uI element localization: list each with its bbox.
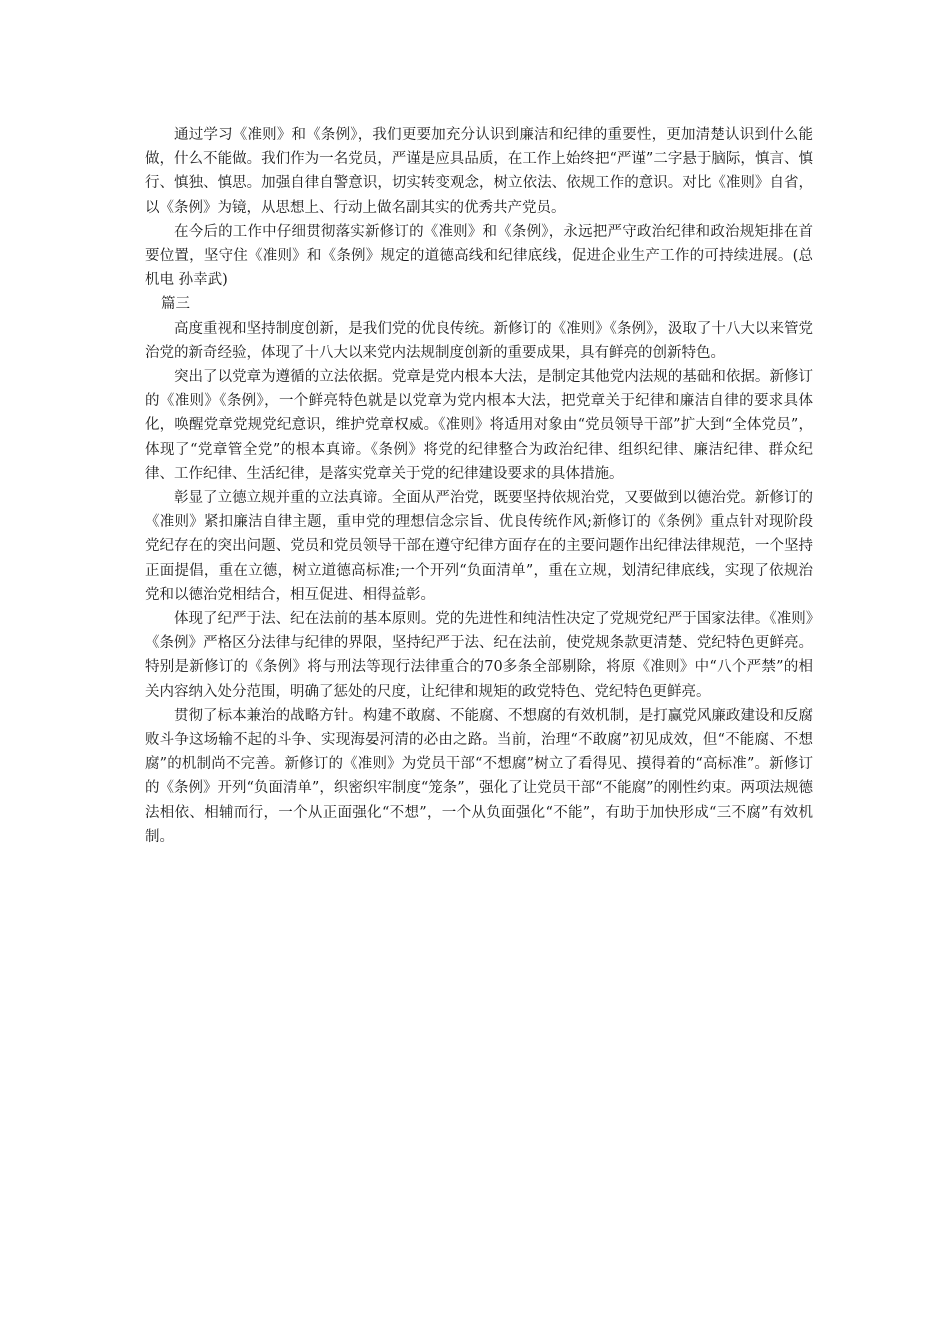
paragraph-morality-rules: 彰显了立德立规并重的立法真谛。全面从严治党，既要坚持依规治党，又要做到以德治党。新修订的《准则》紧扣廉洁自律主题，重申党的理想信念宗旨、优良传统作风;新修订的《条例》重点针对现阶段党纪存在的突出问题、党员和党员领导干部在遵守纪律方面存在的主要问题作出纪律法律规范，一个坚持正面提倡，重在立德，树立道德高标准;一个开列“负面清单”，重在立规，划清纪律底线，实现了依规治党和以德治党相结合，相互促进、相得益彰。 (145, 490, 813, 603)
paragraph-discipline-law: 体现了纪严于法、纪在法前的基本原则。党的先进性和纯洁性决定了党规党纪严于国家法律。《准则》《条例》严格区分法律与纪律的界限，坚持纪严于法、纪在法前，使党规条款更清楚、党纪特色更鲜亮。特别是新修订的《条例》将与刑法等现行法律重合的70多条全部剔除，将原《准则》中“八个严禁”的相关内容纳入处分范围，明确了惩处的尺度，让纪律和规矩的政党特色、党纪特色更鲜亮。 (145, 611, 813, 700)
paragraph-root-causes: 贯彻了标本兼治的战略方针。构建不敢腐、不能腐、不想腐的有效机制，是打赢党风廉政建设和反腐败斗争这场输不起的斗争、实现海晏河清的必由之路。当前，治理“不敢腐”初见成效，但“不能腐、不想腐”的机制尚不完善。新修订的《准则》为党员干部“不想腐”树立了看得见、摸得着的“高标准”。新修订的《条例》开列“负面清单”，织密织牢制度“笼条”，强化了让党员干部“不能腐”的刚性约束。两项法规德法相依、相辅而行，一个从正面强化“不想”，一个从负面强化“不能”，有助于加快形成“三不腐”有效机制。 (145, 707, 813, 845)
paragraph-future-work: 在今后的工作中仔细贯彻落实新修订的《准则》和《条例》，永远把严守政治纪律和政治规矩排在首要位置，坚守住《准则》和《条例》规定的道德高线和纪律底线，促进企业生产工作的可持续进展。(总机电 孙幸武) (145, 223, 813, 289)
paragraph-study-summary: 通过学习《准则》和《条例》，我们更要加充分认识到廉洁和纪律的重要性，更加清楚认识到什么能做，什么不能做。我们作为一名党员，严谨是应具品质，在工作上始终把“严谨”二字悬于脑际，慎言、慎行、慎独、慎思。加强自律自警意识，切实转变观念，树立依法、依规工作的意识。对比《准则》自省，以《条例》为镜，从思想上、行动上做名副其实的优秀共产党员。 (145, 127, 813, 216)
paragraph-innovation: 高度重视和坚持制度创新，是我们党的优良传统。新修订的《准则》《条例》，汲取了十八大以来管党治党的新奇经验，体现了十八大以来党内法规制度创新的重要成果，具有鲜亮的创新特色。 (145, 320, 813, 361)
paragraph-party-constitution: 突出了以党章为遵循的立法依据。党章是党内根本大法，是制定其他党内法规的基础和依据。新修订的《准则》《条例》，一个鲜亮特色就是以党章为党内根本大法，把党章关于纪律和廉洁自律的要求具体化，唤醒党章党规党纪意识，维护党章权威。《准则》将适用对象由“党员领导干部”扩大到“全体党员”，体现了“党章管全党”的根本真谛。《条例》将党的纪律整合为政治纪律、组织纪律、廉洁纪律、群众纪律、工作纪律、生活纪律，是落实党章关于党的纪律建设要求的具体措施。 (145, 369, 813, 482)
document-body (145, 123, 813, 849)
section-heading: 篇三 (161, 296, 190, 313)
